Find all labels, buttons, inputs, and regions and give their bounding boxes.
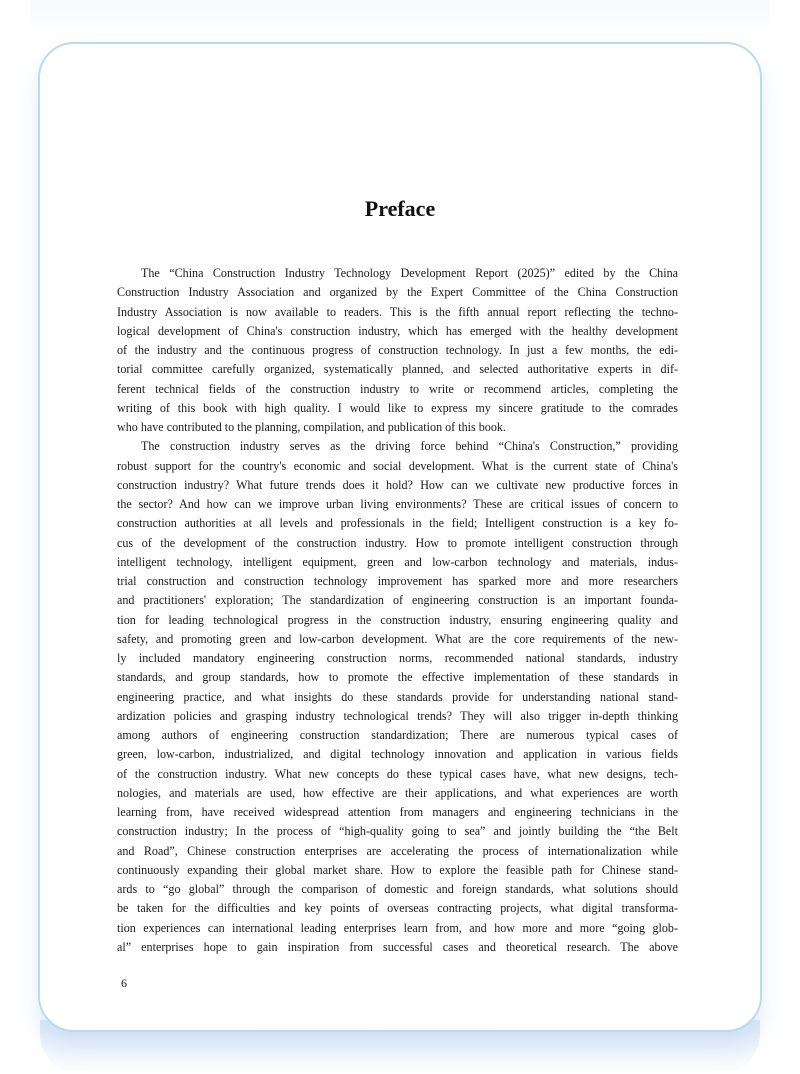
text-line: The construction industry serves as the driving force behind “China's Construction,” providing	[141, 439, 678, 454]
text-line: tion experiences can international leading enterprises learn from, and how more and more “going glob-	[117, 920, 678, 935]
text-line: ly included mandatory engineering construction norms, recommended national standards, industry	[117, 651, 678, 665]
text-line: continuously expanding their global market share. How to explore the feasible path for Chinese stand-	[117, 862, 678, 877]
text-line: Construction Industry Association and organized by the Expert Committee of the China Construction	[117, 285, 678, 300]
text-line: The “China Construction Industry Technology Development Report (2025)” edited by the China	[141, 266, 678, 280]
text-line: be taken for the difficulties and key points of overseas contracting projects, what digital transforma-	[117, 901, 678, 916]
text-line: among authors of engineering construction standardization; There are numerous typical cases of	[117, 728, 678, 742]
text-line: safety, and promoting green and low-carbon development. What are the core requirements of the new-	[117, 631, 678, 646]
text-line: ardization policies and grasping industry technological trends? They will also trigger in-depth thinking	[117, 708, 678, 723]
text-line: green, low-carbon, industrialized, and digital technology innovation and application in various fields	[117, 747, 678, 762]
text-line: cus of the development of the construction industry. How to promote intelligent construction through	[117, 535, 678, 550]
text-line: torial committee carefully organized, systematically planned, and selected authoritative experts in dif-	[117, 362, 678, 377]
text-line: and practitioners' exploration; The standardization of engineering construction is an important founda-	[117, 593, 678, 608]
text-line: ferent technical fields of the construction industry to write or recommend articles, completing the	[117, 381, 678, 396]
text-line: logical development of China's construction industry, which has emerged with the healthy development	[117, 323, 678, 338]
text-line: tion for leading technological progress in the construction industry, ensuring engineering quality and	[117, 612, 678, 627]
text-line: and Road”, Chinese construction enterprises are accelerating the process of internationalization while	[117, 843, 678, 858]
text-line: construction authorities at all levels and professionals in the field; Intelligent construction is a key fo-	[117, 516, 678, 531]
text-line: engineering practice, and what insights do these standards provide for understanding national stand-	[117, 689, 678, 704]
text-line: who have contributed to the planning, compilation, and publication of this book.	[117, 420, 506, 434]
text-line: of the construction industry. What new concepts do these typical cases have, what new designs, tech-	[117, 766, 678, 781]
text-line: standards, and group standards, how to promote the effective implementation of these standards in	[117, 670, 678, 685]
text-line: robust support for the country's economic and social development. What is the current state of China's	[117, 458, 678, 473]
text-line: Industry Association is now available to readers. This is the fifth annual report reflecting the techno-	[117, 304, 678, 319]
page-title: Preface	[364, 196, 436, 221]
text-line: al” enterprises hope to gain inspiration from successful cases and theoretical research. The above	[117, 939, 678, 954]
page-top-glow	[30, 0, 770, 40]
text-line: construction industry? What future trends does it hold? How can we cultivate new productive forces in	[117, 477, 678, 492]
text-line: writing of this book with high quality. I would like to express my sincere gratitude to the comrades	[117, 400, 678, 415]
text-line: trial construction and construction technology improvement has sparked more and more researchers	[117, 574, 678, 588]
text-line: nologies, and materials are used, how effective are their applications, and what experiences are worth	[117, 785, 678, 800]
text-line: of the industry and the continuous progress of construction technology. In just a few months, the edi-	[117, 343, 678, 357]
page-number: 6	[121, 976, 127, 990]
text-line: ards to “go global” through the comparison of domestic and foreign standards, what solutions should	[117, 882, 678, 896]
text-line: the sector? And how can we improve urban living environments? These are critical issues of concern to	[117, 497, 678, 511]
text-line: construction industry; In the process of “high-quality going to sea” and jointly building the “the Belt	[117, 824, 678, 839]
preface-body	[117, 264, 678, 957]
text-line: learning from, have received widespread attention from managers and engineering technicians in the	[117, 805, 678, 819]
text-line: intelligent technology, intelligent equipment, green and low-carbon technology and materials, indus-	[117, 554, 678, 569]
